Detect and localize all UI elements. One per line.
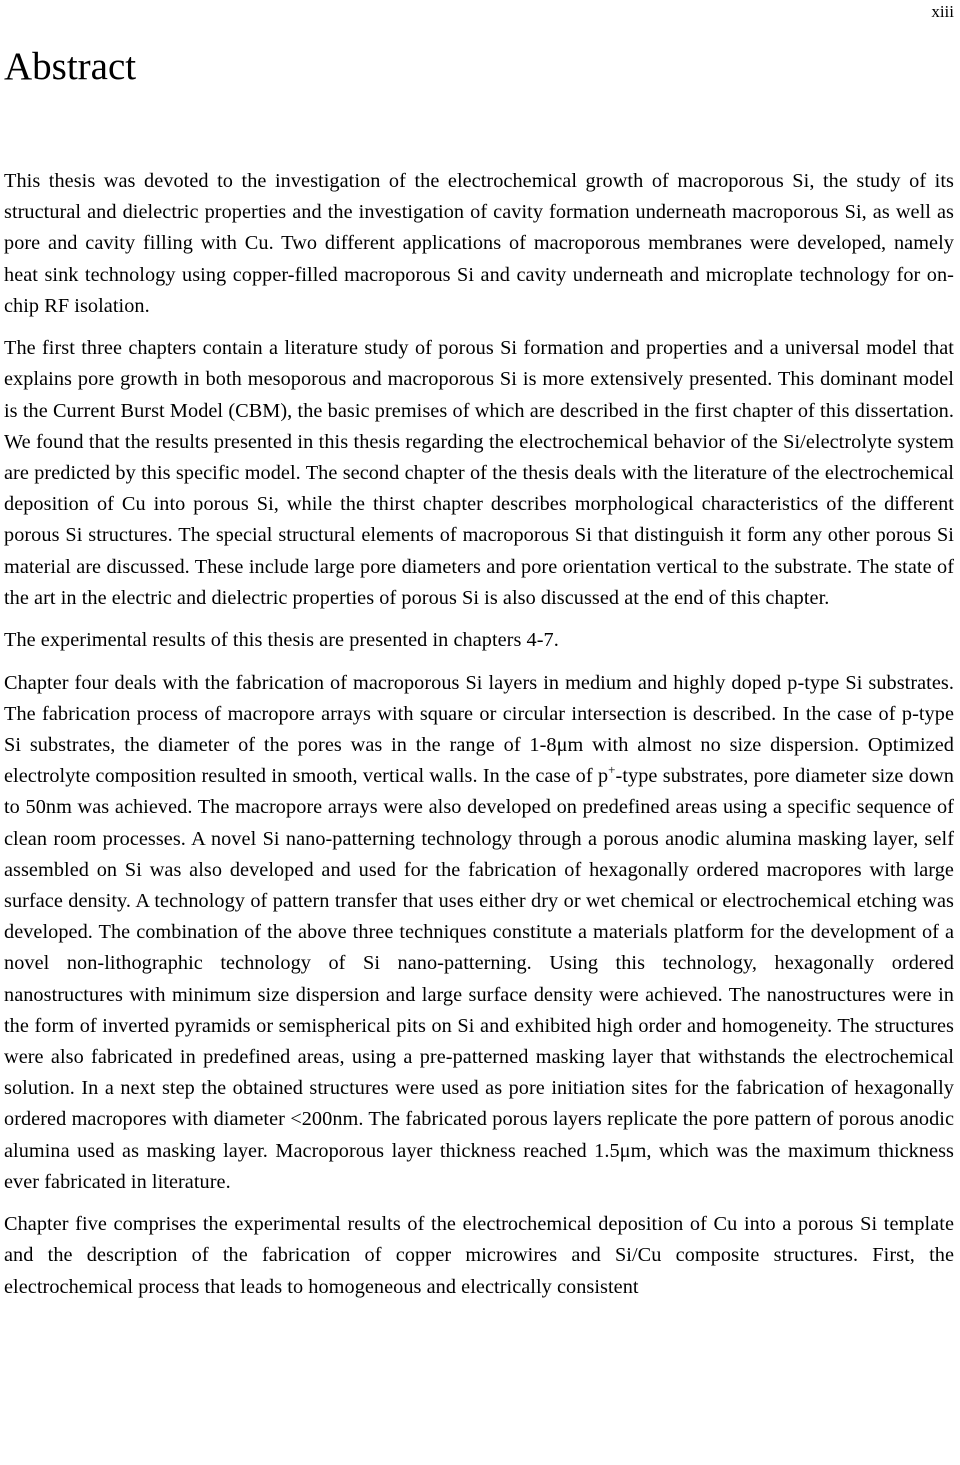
paragraph-experimental: The experimental results of this thesis are presented in chapters 4-7. [4,629,559,652]
paragraph-literature: The first three chapters contain a literature study of porous Si formation and properties and a universal model that explains pore growth in both mesoporous and macroporous Si is more extensively presented. This dominant model is the Current Burst Model (CBM), the basic premises of which are described in the first chapter of this dissertation. We found that the results presented in this thesis regarding the electrochemical behavior of the Si/electrolyte system are predicted by this specific model. The second chapter of the thesis deals with the literature of the electrochemical deposition of Cu into porous Si, while the thirst chapter describes morphological characteristics of the different porous Si structures. The special structural elements of macroporous Si that distinguish it form any other porous Si material are discussed. These include large pore diameters and pore orientation vertical to the substrate. The state of the art in the electric and dielectric properties of porous Si is also discussed at the end of this chapter. [4,337,954,609]
page-number: xiii [931,2,954,21]
chapter-four-text-b: -type substrates, pore diameter size down to 50nm was achieved. The macropore arrays were also developed on predefined areas using a specific sequence of clean room processes. A novel Si nano-patterning technology through a porous anodic alumina masking layer, self assembled on Si was also developed and used for the fabrication of hexagonally ordered macropores with large surface density. A technology of pattern transfer that uses either dry or wet chemical or electrochemical etching was developed. The combination of the above three techniques constitute a materials platform for the development of a novel non-lithographic technology of Si nano-patterning. Using this technology, hexagonally ordered nanostructures with minimum size dispersion and large surface density were achieved. The nanostructures were in the form of inverted pyramids or semispherical pits on Si and exhibited high order and homogeneity. The structures were also fabricated in predefined areas, using a pre-patterned masking layer that withstands the electrochemical solution. In a next step the obtained structures were used as pore initiation sites for the fabrication of hexagonally ordered macropores with diameter <200nm. The fabricated porous layers replicate the pore pattern of porous anodic alumina used as masking layer. Macroporous layer thickness reached 1.5μm, which was the maximum thickness ever fabricated in literature. [4,765,954,1193]
paragraph-intro: This thesis was devoted to the investigation of the electrochemical growth of macroporous Si, the study of its structural and dielectric properties and the investigation of cavity formation underneath macroporous Si, as well as pore and cavity filling with Cu. Two different applications of macroporous membranes were developed, namely heat sink technology using copper-filled macroporous Si and cavity underneath and microplate technology for on-chip RF isolation. [4,170,954,317]
abstract-body [4,166,954,1314]
chapter-four-text-a: Chapter four deals with the fabrication of macroporous Si layers in medium and highly doped p-type Si substrates. The fabrication process of macropore arrays with square or circular intersection is described. In the case of p-type Si substrates, the diameter of the pores was in the range of 1-8μm with almost no size dispersion. Optimized electrolyte composition resulted in smooth, vertical walls. In the case of p [4,671,954,788]
paragraph-chapter-five: Chapter five comprises the experimental results of the electrochemical deposition of Cu into a porous Si template and the description of the fabrication of copper microwires and Si/Cu composite structures. First, the electrochemical process that leads to homogeneous and electrically consistent [4,1213,954,1298]
page-title: Abstract [4,45,137,88]
paragraph-chapter-four [4,668,954,1198]
superscript-plus: + [608,762,616,778]
